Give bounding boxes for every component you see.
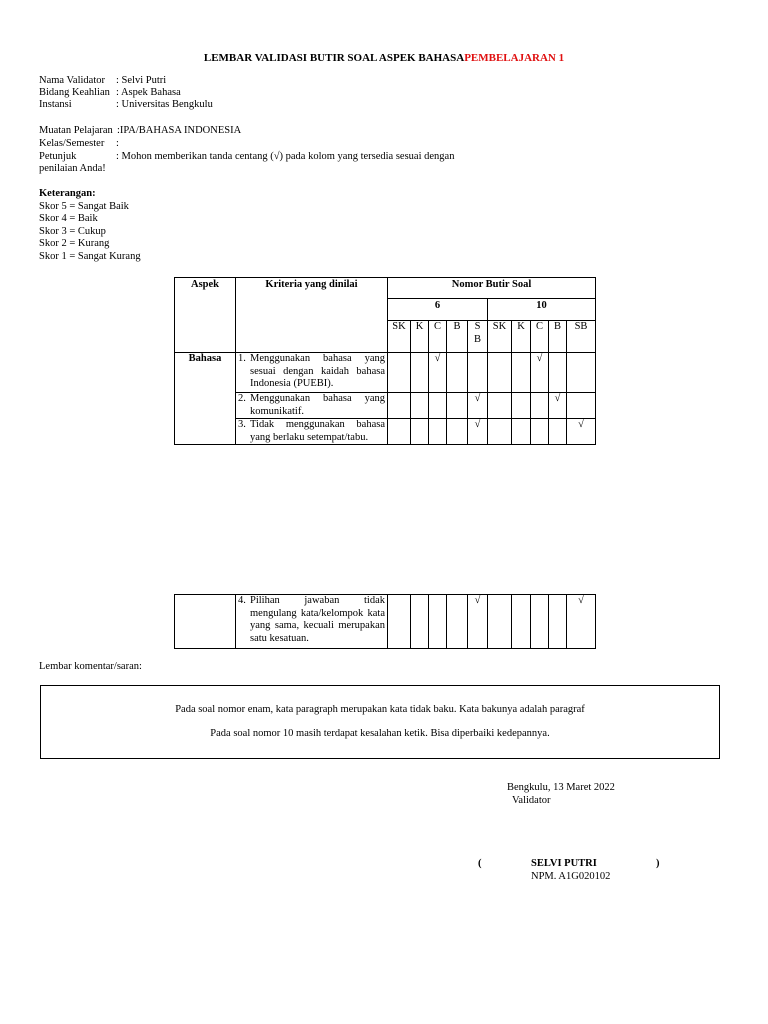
score-cell: [567, 595, 596, 649]
score-cell: [429, 353, 447, 393]
signature-open-paren: (: [478, 858, 482, 869]
muatan-value: :IPA/BAHASA INDONESIA: [117, 125, 242, 136]
score-cell: [411, 353, 429, 393]
comment-label: Lembar komentar/saran:: [39, 661, 142, 672]
check-mark: √: [578, 419, 584, 430]
aspek-empty-cell: [175, 595, 236, 649]
criteria-cell: [236, 419, 388, 445]
score-cell: [468, 419, 488, 445]
criteria-text: Pilihan jawaban tidak mengulang kata/kelompok kata yang sama, kecuali merupakan satu kesatuan.: [250, 595, 385, 644]
score-cell: [512, 353, 531, 393]
score-cell: [512, 419, 531, 445]
aspek-bahasa: Bahasa: [175, 353, 236, 445]
criteria-row: [175, 419, 596, 445]
comment-line: Pada soal nomor 10 masih terdapat kesalahan ketik. Bisa diperbaiki kedepannya.: [210, 727, 550, 739]
score-cell: [468, 393, 488, 419]
score-cell: [388, 419, 411, 445]
score-cell: [531, 595, 549, 649]
scale-sk: SK: [488, 321, 512, 353]
check-mark: √: [578, 595, 584, 606]
petunjuk-label: Petunjuk: [39, 151, 77, 162]
signature-close-paren: ): [656, 858, 660, 869]
score-cell: [531, 419, 549, 445]
criteria-row: [175, 353, 596, 393]
score-cell: [388, 595, 411, 649]
info-label-bidang: Bidang Keahlian: [39, 87, 110, 98]
signature-place-date: Bengkulu, 13 Maret 2022: [507, 782, 615, 793]
score-cell: [488, 353, 512, 393]
criteria-cell: [236, 595, 388, 649]
score-cell: [447, 353, 468, 393]
document-title: [0, 52, 768, 65]
header-nomor-butir: Nomor Butir Soal: [388, 278, 596, 299]
score-cell: [388, 393, 411, 419]
check-mark: √: [474, 393, 481, 404]
score-cell: [549, 419, 567, 445]
title-main: LEMBAR VALIDASI BUTIR SOAL ASPEK BAHASA: [203, 52, 465, 64]
scale-k: K: [512, 321, 531, 353]
score-cell: [549, 393, 567, 419]
score-cell: [447, 419, 468, 445]
info-value-bidang: : Aspek Bahasa: [116, 87, 181, 98]
score-cell: [567, 393, 596, 419]
signature-name: SELVI PUTRI: [531, 858, 597, 869]
check-mark: √: [474, 595, 481, 606]
scale-c: C: [531, 321, 549, 353]
score-cell: [488, 419, 512, 445]
comment-box: [40, 685, 720, 759]
score-cell: [429, 595, 447, 649]
score-cell: [488, 595, 512, 649]
header-soal-6: 6: [388, 299, 488, 321]
score-cell: [567, 353, 596, 393]
score-cell: [512, 595, 531, 649]
kelas-value: :: [116, 138, 119, 149]
signature-role: Validator: [512, 795, 551, 806]
score-cell: [549, 595, 567, 649]
kelas-label: Kelas/Semester: [39, 138, 105, 149]
score-cell: [512, 393, 531, 419]
check-mark: √: [434, 353, 441, 364]
score-cell: [388, 353, 411, 393]
info-label-instansi: Instansi: [39, 99, 72, 110]
criteria-cell: [236, 353, 388, 393]
keterangan-item: Skor 2 = Kurang: [39, 238, 110, 249]
score-cell: [429, 393, 447, 419]
keterangan-item: Skor 1 = Sangat Kurang: [39, 251, 141, 262]
criteria-text: Menggunakan bahasa yang sesuai dengan kaidah bahasa Indonesia (PUEBI).: [250, 353, 385, 389]
score-cell: [429, 419, 447, 445]
header-kriteria: Kriteria yang dinilai: [236, 278, 388, 353]
criteria-text: Tidak menggunakan bahasa yang berlaku setempat/tabu.: [250, 419, 385, 443]
scale-sb: SB: [468, 321, 488, 353]
criteria-cell: [236, 393, 388, 419]
score-cell: [411, 419, 429, 445]
score-cell: [447, 393, 468, 419]
keterangan-item: Skor 3 = Cukup: [39, 226, 106, 237]
signature-npm: NPM. A1G020102: [531, 871, 611, 882]
score-cell: [468, 595, 488, 649]
scale-sb: SB: [567, 321, 596, 353]
info-label-validator: Nama Validator: [39, 75, 105, 86]
criteria-number: 3.: [238, 419, 246, 430]
comment-line: Pada soal nomor enam, kata paragraph merupakan kata tidak baku. Kata bakunya adalah paragraf: [175, 704, 585, 715]
scale-b: B: [447, 321, 468, 353]
petunjuk-value: : Mohon memberikan tanda centang (√) pada kolom yang tersedia sesuai dengan: [116, 151, 455, 162]
validation-table: [174, 277, 596, 445]
score-cell: [531, 353, 549, 393]
scale-k: K: [411, 321, 429, 353]
criteria-row: [175, 595, 596, 649]
header-aspek: Aspek: [175, 278, 236, 353]
keterangan-item: Skor 4 = Baik: [39, 213, 98, 224]
criteria-row: [175, 393, 596, 419]
scale-sk: SK: [388, 321, 411, 353]
petunjuk-continuation: penilaian Anda!: [39, 163, 106, 174]
score-cell: [411, 393, 429, 419]
check-mark: √: [554, 393, 561, 404]
check-mark: √: [536, 353, 543, 364]
criteria-number: 4.: [238, 595, 246, 606]
score-cell: [549, 353, 567, 393]
criteria-number: 1.: [238, 353, 246, 364]
keterangan-heading: Keterangan:: [39, 188, 96, 199]
criteria-number: 2.: [238, 393, 246, 404]
scale-c: C: [429, 321, 447, 353]
info-value-validator: : Selvi Putri: [116, 75, 167, 86]
scale-b: B: [549, 321, 567, 353]
score-cell: [567, 419, 596, 445]
muatan-label: Muatan Pelajaran: [39, 125, 113, 136]
score-cell: [447, 595, 468, 649]
keterangan-item: Skor 5 = Sangat Baik: [39, 201, 129, 212]
criteria-text: Menggunakan bahasa yang komunikatif.: [250, 393, 385, 417]
score-cell: [468, 353, 488, 393]
score-cell: [531, 393, 549, 419]
validation-table-continued: [174, 594, 596, 649]
info-value-instansi: : Universitas Bengkulu: [116, 99, 213, 110]
title-highlight: PEMBELAJARAN 1: [464, 52, 565, 64]
score-cell: [411, 595, 429, 649]
score-cell: [488, 393, 512, 419]
check-mark: √: [474, 419, 481, 430]
header-soal-10: 10: [488, 299, 596, 321]
